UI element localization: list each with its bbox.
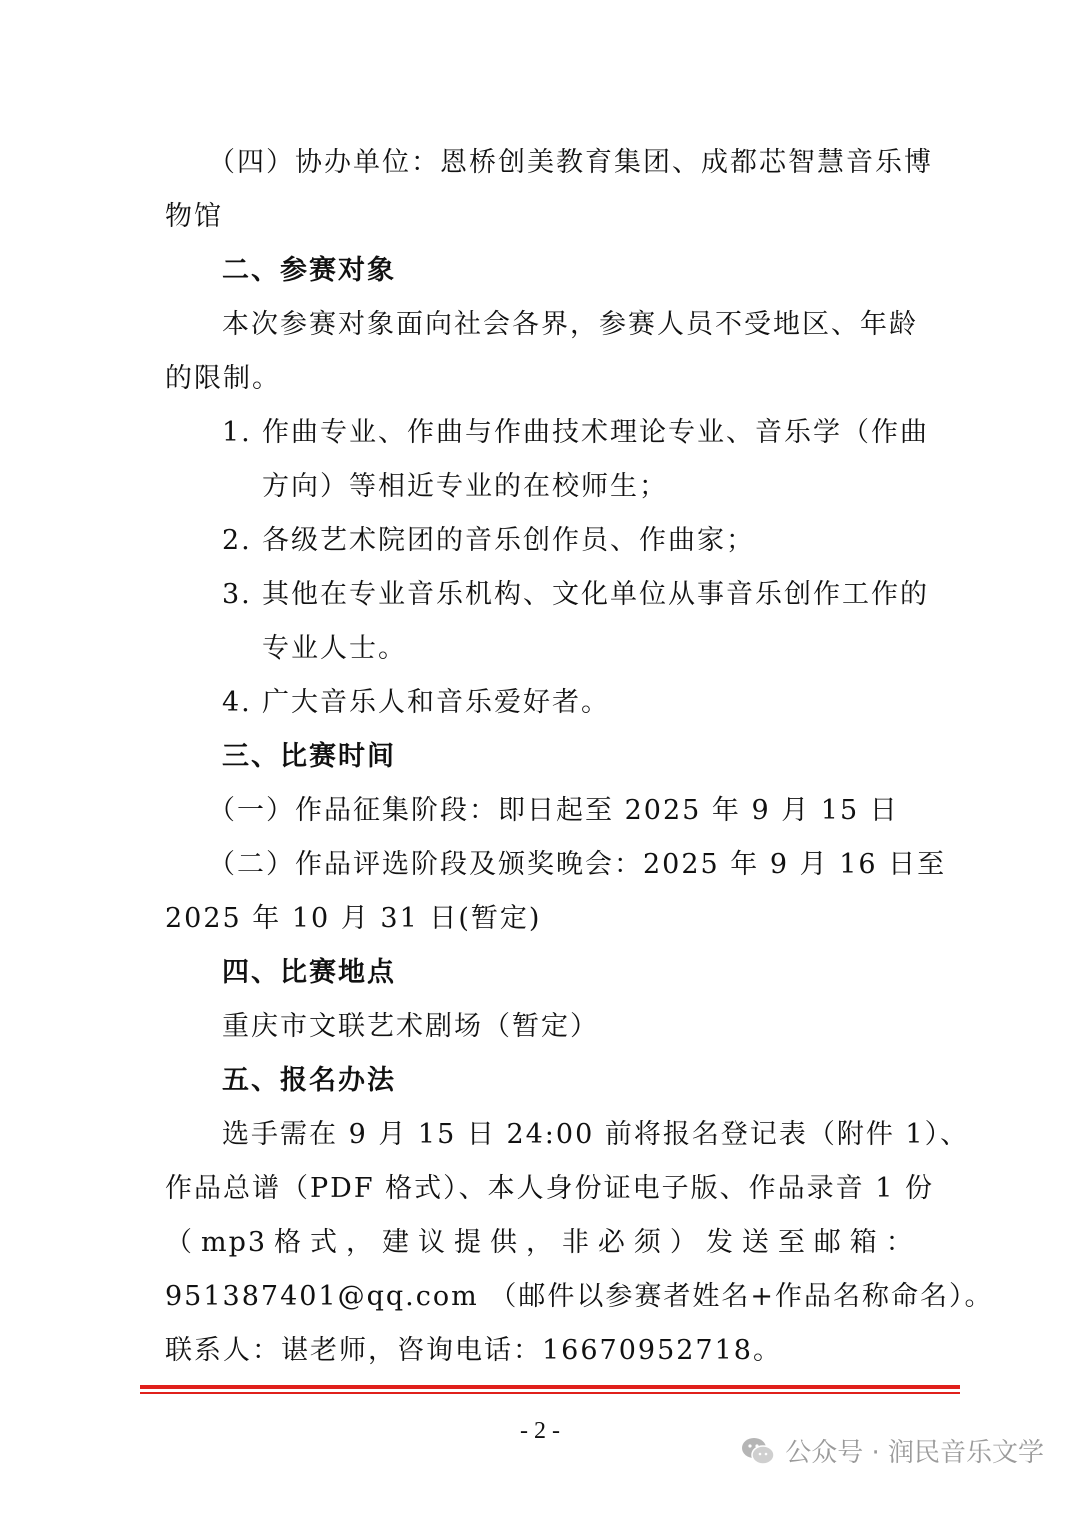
sec2-list-item-1-cont: 方向）等相近专业的在校师生； xyxy=(262,471,668,502)
sec5-line3-part: 格 xyxy=(274,1227,304,1258)
page-number: - 2 - xyxy=(520,1418,560,1444)
list-number: 1. xyxy=(222,417,252,448)
sec2-heading: 二、参赛对象 xyxy=(222,255,396,286)
sec3-item2-line1: （二）作品评选阶段及颁奖晚会：2025 年 9 月 16 日至 xyxy=(208,849,947,880)
sec5-line3-part: 箱 xyxy=(849,1227,879,1258)
sec5-line4: 951387401@qq.com （邮件以参赛者姓名+作品名称命名）。 xyxy=(165,1281,994,1312)
sec5-line2: 作品总谱（PDF 格式）、本人身份证电子版、作品录音 1 份 xyxy=(165,1173,934,1204)
sec5-line3-part: 议 xyxy=(417,1227,447,1258)
list-number: 4. xyxy=(222,687,252,718)
sec4-text: 重庆市文联艺术剧场（暂定） xyxy=(222,1011,599,1042)
sec5-line3-part: 邮 xyxy=(813,1227,843,1258)
sec2-list-item-1 xyxy=(222,416,929,450)
list-number: 2. xyxy=(222,525,252,556)
sec5-line1: 选手需在 9 月 15 日 24:00 前将报名登记表（附件 1）、 xyxy=(222,1119,970,1150)
list-text: 作曲专业、作曲与作曲技术理论专业、音乐学（作曲 xyxy=(262,417,929,448)
watermark xyxy=(741,1432,1044,1469)
sec2-para-line2: 的限制。 xyxy=(165,363,281,394)
sec5-line3-part: （ xyxy=(165,1227,194,1258)
sec5-line3-part: 须 xyxy=(633,1227,663,1258)
sec5-line3-part: 必 xyxy=(597,1227,627,1258)
list-text: 广大音乐人和音乐爱好者。 xyxy=(262,687,610,718)
sec5-line3-part: 式 xyxy=(310,1227,340,1258)
sec5-heading: 五、报名办法 xyxy=(222,1065,396,1096)
sec5-line3-part: 供 xyxy=(489,1227,519,1258)
list-text: 其他在专业音乐机构、文化单位从事音乐创作工作的 xyxy=(262,579,929,610)
sec5-line3-part: ： xyxy=(885,1227,915,1258)
sec5-line3 xyxy=(165,1226,915,1260)
sec2-list-item-2 xyxy=(222,524,755,558)
sec2-list-item-4 xyxy=(222,686,610,720)
sec5-line3-part: 发 xyxy=(705,1227,735,1258)
sec5-line3-part: 至 xyxy=(777,1227,807,1258)
sec5-line3-part: mp3 xyxy=(200,1227,268,1258)
sec5-line5: 联系人：谌老师，咨询电话：16670952718。 xyxy=(165,1335,782,1366)
sec3-heading: 三、比赛时间 xyxy=(222,741,396,772)
sec1-item4-line2: 物馆 xyxy=(165,201,223,232)
sec2-list-item-3 xyxy=(222,578,929,612)
sec5-line3-part: 建 xyxy=(382,1227,411,1258)
list-number: 3. xyxy=(222,579,252,610)
sec5-line3-part: ） xyxy=(669,1227,699,1258)
sec3-item1: （一）作品征集阶段：即日起至 2025 年 9 月 15 日 xyxy=(208,795,899,826)
sec2-para-line1: 本次参赛对象面向社会各界，参赛人员不受地区、年龄 xyxy=(222,309,918,340)
sec1-item4-line1: （四）协办单位：恩桥创美教育集团、成都芯智慧音乐博 xyxy=(208,147,933,178)
wechat-icon xyxy=(741,1436,775,1466)
footer-rule-thin xyxy=(140,1392,960,1394)
sec5-line3-part: 送 xyxy=(741,1227,771,1258)
sec5-line3-part: ， xyxy=(346,1227,376,1258)
watermark-text: 公众号 · 润民音乐文学 xyxy=(785,1438,1044,1468)
sec5-line3-part: ， xyxy=(525,1227,555,1258)
sec4-heading: 四、比赛地点 xyxy=(222,957,396,988)
footer-rule-thick xyxy=(140,1385,960,1389)
sec5-line3-part: 提 xyxy=(453,1227,483,1258)
sec3-item2-line2: 2025 年 10 月 31 日(暂定) xyxy=(165,903,542,934)
sec5-line3-part: 非 xyxy=(561,1227,591,1258)
list-text: 各级艺术院团的音乐创作员、作曲家； xyxy=(262,525,755,556)
sec2-list-item-3-cont: 专业人士。 xyxy=(262,633,407,664)
